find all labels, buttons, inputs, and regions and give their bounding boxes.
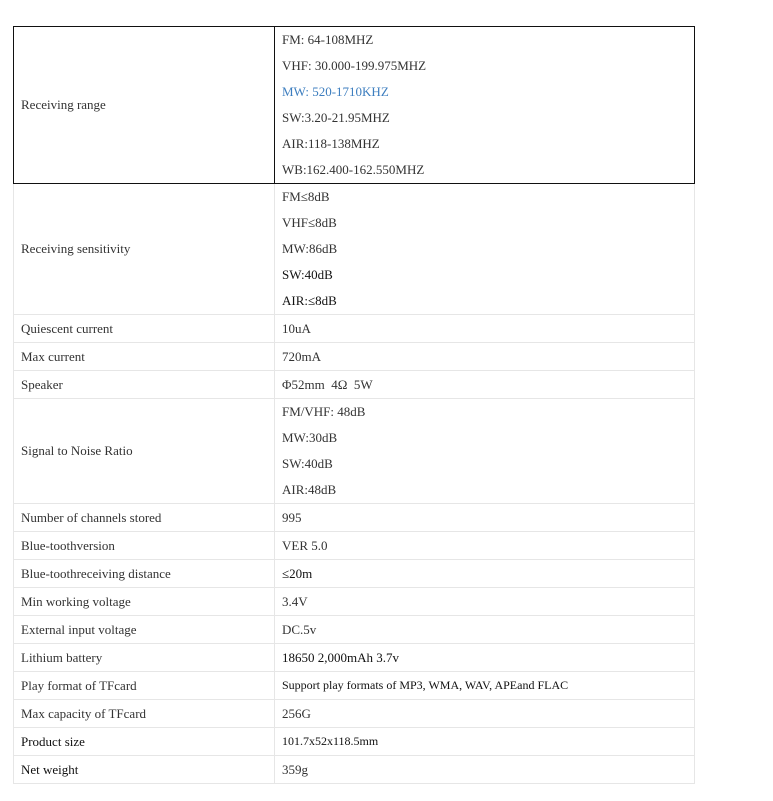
- spec-label: Max current: [14, 343, 275, 371]
- spec-row-bluetooth-distance: [14, 560, 695, 588]
- spec-row-product-size: [14, 728, 695, 756]
- spec-row-channels-stored: [14, 504, 695, 532]
- spec-value: AIR:48dB: [282, 482, 337, 497]
- spec-row-external-voltage: [14, 616, 695, 644]
- spec-value: ≤20m: [275, 560, 695, 588]
- spec-row-min-voltage: [14, 588, 695, 616]
- spec-value: VHF: 30.000-199.975MHZ: [282, 58, 427, 73]
- spec-value: AIR:118-138MHZ: [282, 136, 380, 151]
- spec-value: SW:3.20-21.95MHZ: [282, 110, 390, 125]
- spec-value: Support play formats of MP3, WMA, WAV, APEand FLAC: [275, 672, 695, 700]
- spec-value: 995: [275, 504, 695, 532]
- spec-row-max-capacity: [14, 700, 695, 728]
- spec-value: 18650 2,000mAh 3.7v: [275, 644, 695, 672]
- spec-value: 720mA: [275, 343, 695, 371]
- spec-value: Φ52mm 4Ω 5W: [275, 371, 695, 399]
- spec-row-net-weight: [14, 756, 695, 784]
- spec-row-lithium-battery: [14, 644, 695, 672]
- spec-value: FM≤8dB: [282, 189, 330, 204]
- spec-value: 3.4V: [275, 588, 695, 616]
- spec-label: Product size: [14, 728, 275, 756]
- spec-label: Number of channels stored: [14, 504, 275, 532]
- spec-label: External input voltage: [14, 616, 275, 644]
- spec-row-receiving-sensitivity: [14, 184, 695, 315]
- spec-row-quiescent-current: [14, 315, 695, 343]
- spec-row-receiving-range: [14, 27, 695, 184]
- spec-value: 359g: [275, 756, 695, 784]
- spec-label: Net weight: [14, 756, 275, 784]
- spec-value-cell: [275, 399, 695, 504]
- spec-value-highlighted: MW: 520-1710KHZ: [282, 84, 389, 99]
- spec-value: FM: 64-108MHZ: [282, 32, 374, 47]
- spec-row-max-current: [14, 343, 695, 371]
- spec-label: Speaker: [14, 371, 275, 399]
- spec-label: Quiescent current: [14, 315, 275, 343]
- spec-value: MW:86dB: [282, 241, 338, 256]
- spec-row-bluetooth-version: [14, 532, 695, 560]
- spec-label: Max capacity of TFcard: [14, 700, 275, 728]
- spec-value: SW:40dB: [282, 267, 333, 282]
- spec-label: Blue-toothversion: [14, 532, 275, 560]
- spec-value: VER 5.0: [275, 532, 695, 560]
- spec-value-cell: [275, 184, 695, 315]
- spec-label: Min working voltage: [14, 588, 275, 616]
- spec-label: Lithium battery: [14, 644, 275, 672]
- spec-table: [13, 26, 695, 784]
- spec-row-play-format: [14, 672, 695, 700]
- spec-row-speaker: [14, 371, 695, 399]
- spec-label: Signal to Noise Ratio: [14, 399, 275, 504]
- spec-row-signal-to-noise: [14, 399, 695, 504]
- spec-value: MW:30dB: [282, 430, 338, 445]
- spec-value: 10uA: [275, 315, 695, 343]
- spec-value-cell: [275, 27, 695, 184]
- spec-label: Receiving range: [14, 27, 275, 184]
- spec-value: WB:162.400-162.550MHZ: [282, 162, 425, 177]
- spec-value: 101.7x52x118.5mm: [275, 728, 695, 756]
- spec-value: VHF≤8dB: [282, 215, 337, 230]
- spec-label: Receiving sensitivity: [14, 184, 275, 315]
- spec-value: 256G: [275, 700, 695, 728]
- spec-value: SW:40dB: [282, 456, 333, 471]
- spec-value: FM/VHF: 48dB: [282, 404, 366, 419]
- spec-value: DC.5v: [275, 616, 695, 644]
- spec-label: Play format of TFcard: [14, 672, 275, 700]
- spec-value: AIR:≤8dB: [282, 293, 337, 308]
- spec-label: Blue-toothreceiving distance: [14, 560, 275, 588]
